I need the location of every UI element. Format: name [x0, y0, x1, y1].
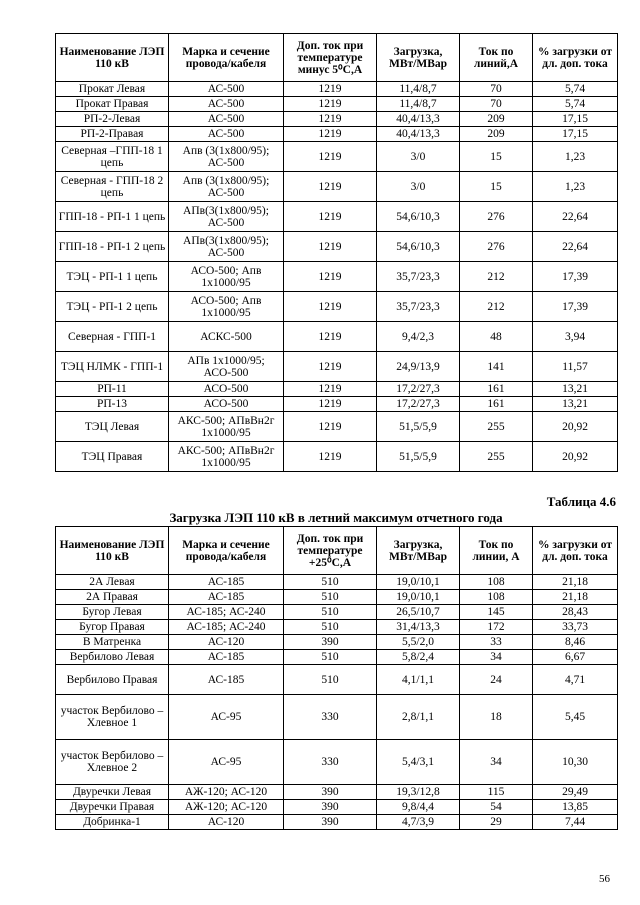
table-cell: 141 [460, 352, 533, 382]
table-cell: 54,6/10,3 [377, 202, 460, 232]
column-header: % загрузки от дл. доп. тока [533, 527, 618, 575]
table-cell: 11,4/8,7 [377, 97, 460, 112]
table-caption-number: Таблица 4.6 [546, 494, 616, 509]
table-cell: 40,4/13,3 [377, 112, 460, 127]
table-cell: АС-500 [169, 127, 284, 142]
table-cell: Северная - ГПП-1 [56, 322, 169, 352]
table-cell: АС-95 [169, 740, 284, 785]
table-cell: АКС-500; АПвВн2г 1х1000/95 [169, 412, 284, 442]
table-cell: 19,0/10,1 [377, 590, 460, 605]
table-cell: 22,64 [533, 202, 618, 232]
table-row [56, 232, 618, 262]
table-row [56, 82, 618, 97]
table-cell: 10,30 [533, 740, 618, 785]
table-cell: 21,18 [533, 575, 618, 590]
table-cell: 17,39 [533, 292, 618, 322]
table-row [56, 665, 618, 695]
table-cell: 2А Правая [56, 590, 169, 605]
table-cell: 33,73 [533, 620, 618, 635]
table-cell: 161 [460, 382, 533, 397]
table-cell: 31,4/13,3 [377, 620, 460, 635]
table-cell: 15 [460, 142, 533, 172]
table-cell: АС-185; АС-240 [169, 620, 284, 635]
table-cell: Прокат Правая [56, 97, 169, 112]
table-cell: 51,5/5,9 [377, 442, 460, 472]
table-header-row [56, 34, 618, 82]
table-cell: участок Вербилово – Хлевное 1 [56, 695, 169, 740]
table-cell: АПв(3(1х800/95); АС-500 [169, 232, 284, 262]
table-cell: АС-500 [169, 82, 284, 97]
table-row [56, 142, 618, 172]
table-cell: 390 [284, 635, 377, 650]
table-cell: 5,8/2,4 [377, 650, 460, 665]
table-cell: 8,46 [533, 635, 618, 650]
table-cell: 13,21 [533, 382, 618, 397]
table-cell: АСО-500 [169, 382, 284, 397]
table-cell: 17,2/27,3 [377, 382, 460, 397]
table-cell: Прокат Левая [56, 82, 169, 97]
table-cell: 209 [460, 127, 533, 142]
table-cell: АС-120 [169, 815, 284, 830]
table-cell: 20,92 [533, 412, 618, 442]
table-cell: 70 [460, 97, 533, 112]
table-cell: 5,74 [533, 97, 618, 112]
table-cell: АСКС-500 [169, 322, 284, 352]
table-row [56, 815, 618, 830]
table-cell: 1,23 [533, 172, 618, 202]
table-cell: 19,0/10,1 [377, 575, 460, 590]
table-header-row [56, 527, 618, 575]
table-row [56, 695, 618, 740]
table-cell: 1219 [284, 397, 377, 412]
table-cell: Бугор Левая [56, 605, 169, 620]
table-cell: ТЭЦ Левая [56, 412, 169, 442]
table-cell: 1219 [284, 262, 377, 292]
table-cell: 24 [460, 665, 533, 695]
table-cell: 15 [460, 172, 533, 202]
table-cell: АС-500 [169, 112, 284, 127]
table-cell: участок Вербилово – Хлевное 2 [56, 740, 169, 785]
table-cell: 212 [460, 262, 533, 292]
table-cell: 6,67 [533, 650, 618, 665]
table-cell: 29 [460, 815, 533, 830]
table-cell: 4,1/1,1 [377, 665, 460, 695]
table-cell: 54,6/10,3 [377, 232, 460, 262]
table-row [56, 97, 618, 112]
table-cell: 29,49 [533, 785, 618, 800]
table-cell: 1219 [284, 412, 377, 442]
table-cell: 510 [284, 590, 377, 605]
table-row [56, 112, 618, 127]
table-cell: 17,15 [533, 112, 618, 127]
column-header: Наименование ЛЭП 110 кВ [56, 34, 169, 82]
table-cell: 3/0 [377, 172, 460, 202]
table-row [56, 352, 618, 382]
column-header: Ток по линий,А [460, 34, 533, 82]
table-cell: 1219 [284, 112, 377, 127]
table-cell: 1219 [284, 97, 377, 112]
table-cell: 28,43 [533, 605, 618, 620]
table-row [56, 785, 618, 800]
table-cell: АСО-500; Апв 1х1000/95 [169, 292, 284, 322]
table-cell: Добринка-1 [56, 815, 169, 830]
column-header: Ток по линии, А [460, 527, 533, 575]
table-cell: 9,8/4,4 [377, 800, 460, 815]
table-cell: 1219 [284, 172, 377, 202]
table-cell: АС-185 [169, 590, 284, 605]
table-cell: 108 [460, 590, 533, 605]
table-cell: АС-185 [169, 665, 284, 695]
table-cell: 35,7/23,3 [377, 262, 460, 292]
table-row [56, 172, 618, 202]
table-cell: АКС-500; АПвВн2г 1х1000/95 [169, 442, 284, 472]
table-cell: 510 [284, 575, 377, 590]
table-cell: АЖ-120; АС-120 [169, 785, 284, 800]
table-cell: 1219 [284, 127, 377, 142]
table-row [56, 635, 618, 650]
table-cell: 209 [460, 112, 533, 127]
table-cell: 390 [284, 785, 377, 800]
table-cell: 390 [284, 815, 377, 830]
table-cell: Бугор Правая [56, 620, 169, 635]
table-cell: 255 [460, 442, 533, 472]
table-cell: 212 [460, 292, 533, 322]
table-cell: 276 [460, 232, 533, 262]
table-cell: АЖ-120; АС-120 [169, 800, 284, 815]
table-cell: АПв 1х1000/95; АСО-500 [169, 352, 284, 382]
table-body [56, 575, 618, 830]
table-cell: 1219 [284, 442, 377, 472]
table-cell: 26,5/10,7 [377, 605, 460, 620]
table-row [56, 127, 618, 142]
table-cell: 22,64 [533, 232, 618, 262]
table-cell: 1,23 [533, 142, 618, 172]
table-row [56, 397, 618, 412]
table-row [56, 262, 618, 292]
table-cell: АСО-500; Апв 1х1000/95 [169, 262, 284, 292]
table-cell: 21,18 [533, 590, 618, 605]
table-cell: 54 [460, 800, 533, 815]
table-cell: 255 [460, 412, 533, 442]
table-cell: 5,5/2,0 [377, 635, 460, 650]
table-cell: ТЭЦ - РП-1 1 цепь [56, 262, 169, 292]
table-cell: 1219 [284, 292, 377, 322]
table-row [56, 202, 618, 232]
table-row [56, 800, 618, 815]
column-header: Доп. ток при температуре минус 5⁰С,А [284, 34, 377, 82]
table-cell: 145 [460, 605, 533, 620]
table-body [56, 82, 618, 472]
table-cell: 108 [460, 575, 533, 590]
column-header: Наименование ЛЭП 110 кВ [56, 527, 169, 575]
column-header: Доп. ток при температуре +25⁰С,А [284, 527, 377, 575]
table-cell: 510 [284, 650, 377, 665]
table-cell: Апв (3(1х800/95); АС-500 [169, 172, 284, 202]
table-cell: 172 [460, 620, 533, 635]
table-cell: 51,5/5,9 [377, 412, 460, 442]
table-cell: 48 [460, 322, 533, 352]
table-cell: 276 [460, 202, 533, 232]
table-cell: 510 [284, 620, 377, 635]
table-cell: 13,85 [533, 800, 618, 815]
table-cell: 11,4/8,7 [377, 82, 460, 97]
table-row [56, 740, 618, 785]
table-cell: 390 [284, 800, 377, 815]
column-header: Загрузка, МВт/МВар [377, 34, 460, 82]
page-number: 56 [599, 873, 610, 885]
table-cell: 33 [460, 635, 533, 650]
table-row [56, 590, 618, 605]
table-cell: 17,15 [533, 127, 618, 142]
table-cell: 13,21 [533, 397, 618, 412]
table-cell: 510 [284, 605, 377, 620]
table-cell: 3/0 [377, 142, 460, 172]
table-summer-load [55, 526, 618, 830]
table-cell: 1219 [284, 202, 377, 232]
table-cell: АС-185 [169, 650, 284, 665]
table-cell: 70 [460, 82, 533, 97]
table-cell: 17,2/27,3 [377, 397, 460, 412]
table-cell: АС-95 [169, 695, 284, 740]
table-cell: АС-120 [169, 635, 284, 650]
table-cell: РП-13 [56, 397, 169, 412]
table-cell: 2,8/1,1 [377, 695, 460, 740]
table-cell: 5,4/3,1 [377, 740, 460, 785]
column-header: % загрузки от дл. доп. тока [533, 34, 618, 82]
table-cell: 115 [460, 785, 533, 800]
column-header: Марка и сечение провода/кабеля [169, 34, 284, 82]
table-cell: 18 [460, 695, 533, 740]
table-cell: 1219 [284, 322, 377, 352]
table-cell: 40,4/13,3 [377, 127, 460, 142]
table-cell: 1219 [284, 142, 377, 172]
table-cell: 1219 [284, 352, 377, 382]
column-header: Марка и сечение провода/кабеля [169, 527, 284, 575]
table-cell: 2А Левая [56, 575, 169, 590]
table-cell: Двуречки Правая [56, 800, 169, 815]
table-cell: Вербилово Левая [56, 650, 169, 665]
table-caption-title: Загрузка ЛЭП 110 кВ в летний максимум отчетного года [169, 510, 503, 525]
table-cell: 330 [284, 695, 377, 740]
table-cell: 35,7/23,3 [377, 292, 460, 322]
table-cell: ТЭЦ - РП-1 2 цепь [56, 292, 169, 322]
table-cell: 34 [460, 740, 533, 785]
table-row [56, 382, 618, 397]
table-cell: Северная –ГПП-18 1 цепь [56, 142, 169, 172]
table-row [56, 322, 618, 352]
table-cell: АС-185; АС-240 [169, 605, 284, 620]
table-row [56, 292, 618, 322]
table-cell: РП-2-Левая [56, 112, 169, 127]
table-cell: 4,71 [533, 665, 618, 695]
table-cell: 11,57 [533, 352, 618, 382]
table-cell: 34 [460, 650, 533, 665]
table-cell: РП-11 [56, 382, 169, 397]
table-cell: ТЭЦ Правая [56, 442, 169, 472]
table-cell: 24,9/13,9 [377, 352, 460, 382]
table-cell: 9,4/2,3 [377, 322, 460, 352]
table-cell: ТЭЦ НЛМК - ГПП-1 [56, 352, 169, 382]
table-cell: Апв (3(1х800/95); АС-500 [169, 142, 284, 172]
table-cell: 161 [460, 397, 533, 412]
table-cell: АС-185 [169, 575, 284, 590]
table-cell: 1219 [284, 232, 377, 262]
table-cell: 1219 [284, 82, 377, 97]
table-row [56, 575, 618, 590]
table-row [56, 620, 618, 635]
table-cell: Северная - ГПП-18 2 цепь [56, 172, 169, 202]
table-cell: Вербилово Правая [56, 665, 169, 695]
table-cell: 5,74 [533, 82, 618, 97]
table-cell: ГПП-18 - РП-1 1 цепь [56, 202, 169, 232]
table-cell: 5,45 [533, 695, 618, 740]
column-header: Загрузка, МВт/МВар [377, 527, 460, 575]
table-cell: 510 [284, 665, 377, 695]
table-winter-load [55, 33, 618, 472]
table-cell: 7,44 [533, 815, 618, 830]
table-cell: В Матренка [56, 635, 169, 650]
table-row [56, 605, 618, 620]
table-cell: 19,3/12,8 [377, 785, 460, 800]
table-row [56, 650, 618, 665]
table-cell: 17,39 [533, 262, 618, 292]
table-cell: АСО-500 [169, 397, 284, 412]
table-cell: 4,7/3,9 [377, 815, 460, 830]
table-cell: 20,92 [533, 442, 618, 472]
table-cell: 3,94 [533, 322, 618, 352]
table-row [56, 412, 618, 442]
table-row [56, 442, 618, 472]
table-cell: АПв(3(1х800/95); АС-500 [169, 202, 284, 232]
table-cell: 330 [284, 740, 377, 785]
table-cell: 1219 [284, 382, 377, 397]
table-cell: АС-500 [169, 97, 284, 112]
table-cell: Двуречки Левая [56, 785, 169, 800]
table-cell: ГПП-18 - РП-1 2 цепь [56, 232, 169, 262]
table-cell: РП-2-Правая [56, 127, 169, 142]
